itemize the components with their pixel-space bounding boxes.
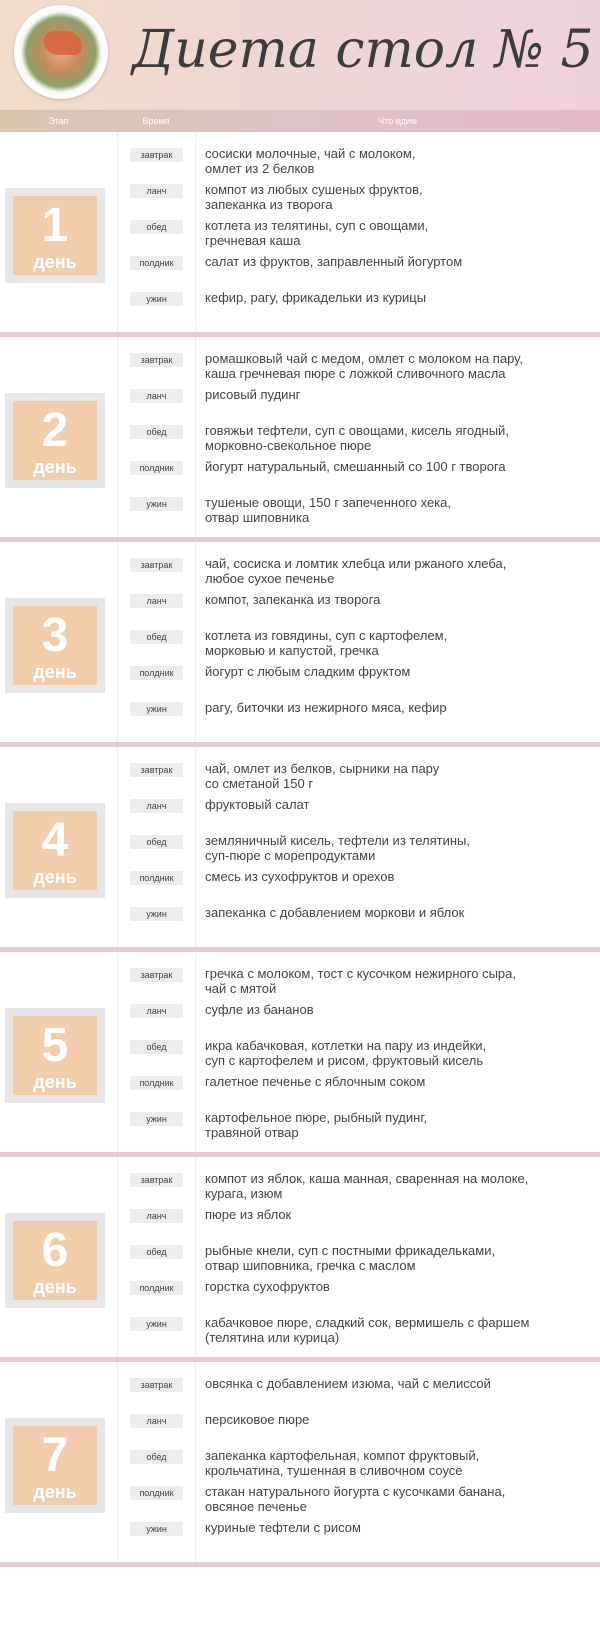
meal-food: гречка с молоком, тост с кусочком нежирного сыра, чай с мятой [205,966,516,996]
meal-row [0,763,600,797]
meal-row [0,1173,600,1207]
meal-time-tag: завтрак [130,558,183,572]
meal-row [0,184,600,218]
meal-row [0,1450,600,1484]
meal-row [0,1004,600,1038]
day-block [0,1362,600,1567]
meal-food: котлета из телятины, суп с овощами, гречневая каша [205,218,429,248]
meal-row [0,907,600,941]
meal-food: сосиски молочные, чай с молоком, омлет из 2 белков [205,146,416,176]
meal-food: земляничный кисель, тефтели из телятины, суп-пюре с морепродуктами [205,833,470,863]
day-number: 2 [41,404,69,457]
meal-time-tag: ланч [130,799,183,813]
meal-row [0,1281,600,1315]
day-block [0,337,600,542]
day-label: день [33,1072,77,1092]
meal-time-tag: ужин [130,1317,183,1331]
meal-row [0,1040,600,1074]
meal-time-tag: завтрак [130,763,183,777]
meal-time-tag: обед [130,220,183,234]
meal-time-tag: полдник [130,1076,183,1090]
meal-time-tag: ужин [130,702,183,716]
days-list [0,132,600,1650]
day-number: 7 [41,1429,69,1482]
meal-time-tag: завтрак [130,1378,183,1392]
day-number: 3 [41,609,69,662]
meal-time-tag: обед [130,1245,183,1259]
meal-row [0,461,600,495]
meal-food: чай, омлет из белков, сырники на пару со сметаной 150 г [205,761,440,791]
meal-food: компот, запеканка из творога [205,592,381,607]
day-label: день [33,457,77,477]
meal-time-tag: обед [130,1450,183,1464]
meal-row [0,968,600,1002]
meal-time-tag: ланч [130,1209,183,1223]
meal-time-tag: обед [130,1040,183,1054]
day-label: день [33,1482,77,1502]
meal-food: рагу, биточки из нежирного мяса, кефир [205,700,447,715]
meal-row [0,256,600,290]
meal-time-tag: ланч [130,184,183,198]
meal-row [0,1414,600,1448]
meal-food: компот из любых сушеных фруктов, запеканка из творога [205,182,423,212]
day-label: день [33,252,77,272]
meal-food: чай, сосиска и ломтик хлебца или ржаного хлеба, любое сухое печенье [205,556,507,586]
meal-food: пюре из яблок [205,1207,292,1222]
meal-time-tag: ланч [130,389,183,403]
meal-row [0,353,600,387]
meal-food: запеканка картофельная, компот фруктовый, крольчатина, тушенная в сливочном соусе [205,1448,480,1478]
meal-row [0,497,600,531]
meal-food: горстка сухофруктов [205,1279,330,1294]
meal-food: компот из яблок, каша манная, сваренная на молоке, курага, изюм [205,1171,529,1201]
meal-food: галетное печенье с яблочным соком [205,1074,426,1089]
meal-row [0,1112,600,1146]
day-label: день [33,662,77,682]
meal-row [0,799,600,833]
page-title: Диета стол № 5 [132,20,594,80]
meal-row [0,666,600,700]
meal-time-tag: ланч [130,1414,183,1428]
meal-food: овсянка с добавлением изюма, чай с мелиссой [205,1376,491,1391]
meal-row [0,630,600,664]
meal-food: куриные тефтели с рисом [205,1520,361,1535]
meal-row [0,1076,600,1110]
meal-food: икра кабачковая, котлетки на пару из индейки, суп с картофелем и рисом, фруктовый кисель [205,1038,487,1068]
day-block [0,132,600,337]
meal-food: запеканка с добавлением моркови и яблок [205,905,465,920]
meal-food: йогурт натуральный, смешанный со 100 г творога [205,459,506,474]
meal-row [0,702,600,736]
meal-time-tag: ужин [130,292,183,306]
meal-food: суфле из бананов [205,1002,314,1017]
day-block [0,747,600,952]
meal-row [0,389,600,423]
meal-food: говяжьи тефтели, суп с овощами, кисель ягодный, морковно-свекольное пюре [205,423,509,453]
meal-time-tag: завтрак [130,148,183,162]
day-number: 4 [41,814,69,867]
meal-time-tag: завтрак [130,353,183,367]
meal-time-tag: ужин [130,907,183,921]
meal-time-tag: полдник [130,1281,183,1295]
column-stage: Этап [48,116,69,126]
meal-row [0,871,600,905]
day-label: день [33,1277,77,1297]
meal-time-tag: обед [130,835,183,849]
meal-food: кабачковое пюре, сладкий сок, вермишель с фаршем (телятина или курица) [205,1315,530,1345]
meal-time-tag: полдник [130,1486,183,1500]
day-block [0,952,600,1157]
meal-time-tag: ужин [130,1522,183,1536]
meal-food: смесь из сухофруктов и орехов [205,869,395,884]
meal-food: кефир, рагу, фрикадельки из курицы [205,290,427,305]
meal-time-tag: обед [130,425,183,439]
meal-time-tag: ланч [130,1004,183,1018]
column-time: Время [142,116,170,126]
meal-row [0,594,600,628]
day-number: 5 [41,1019,69,1072]
meal-row [0,148,600,182]
day-label: день [33,867,77,887]
day-number: 1 [41,199,69,252]
meal-food: ромашковый чай с медом, омлет с молоком на пару, каша гречневая пюре с ложкой сливочного масла [205,351,523,381]
meal-food: тушеные овощи, 150 г запеченного хека, отвар шиповника [205,495,451,525]
dish-logo-image [14,5,108,99]
meal-row [0,1522,600,1556]
meal-time-tag: ужин [130,1112,183,1126]
meal-row [0,220,600,254]
meal-food: персиковое пюре [205,1412,310,1427]
meal-row [0,1209,600,1243]
column-food: Что едим [378,116,417,126]
meal-food: картофельное пюре, рыбный пудинг, травяной отвар [205,1110,428,1140]
day-number: 6 [41,1224,69,1277]
day-block [0,542,600,747]
meal-food: фруктовый салат [205,797,310,812]
meal-time-tag: завтрак [130,968,183,982]
meal-time-tag: обед [130,630,183,644]
header [0,0,600,110]
column-header [0,110,600,132]
meal-row [0,292,600,326]
meal-time-tag: полдник [130,461,183,475]
meal-row [0,425,600,459]
meal-row [0,1378,600,1412]
meal-row [0,558,600,592]
meal-food: рисовый пудинг [205,387,301,402]
meal-food: йогурт с любым сладким фруктом [205,664,411,679]
meal-row [0,835,600,869]
meal-time-tag: полдник [130,871,183,885]
meal-food: стакан натурального йогурта с кусочками банана, овсяное печенье [205,1484,506,1514]
meal-time-tag: полдник [130,666,183,680]
meal-time-tag: ланч [130,594,183,608]
meal-time-tag: ужин [130,497,183,511]
meal-time-tag: полдник [130,256,183,270]
meal-row [0,1317,600,1351]
meal-row [0,1486,600,1520]
meal-time-tag: завтрак [130,1173,183,1187]
meal-food: рыбные кнели, суп с постными фрикадельками, отвар шиповника, гречка с маслом [205,1243,496,1273]
meal-food: салат из фруктов, заправленный йогуртом [205,254,463,269]
meal-row [0,1245,600,1279]
day-block [0,1157,600,1362]
meal-food: котлета из говядины, суп с картофелем, морковью и капустой, гречка [205,628,448,658]
